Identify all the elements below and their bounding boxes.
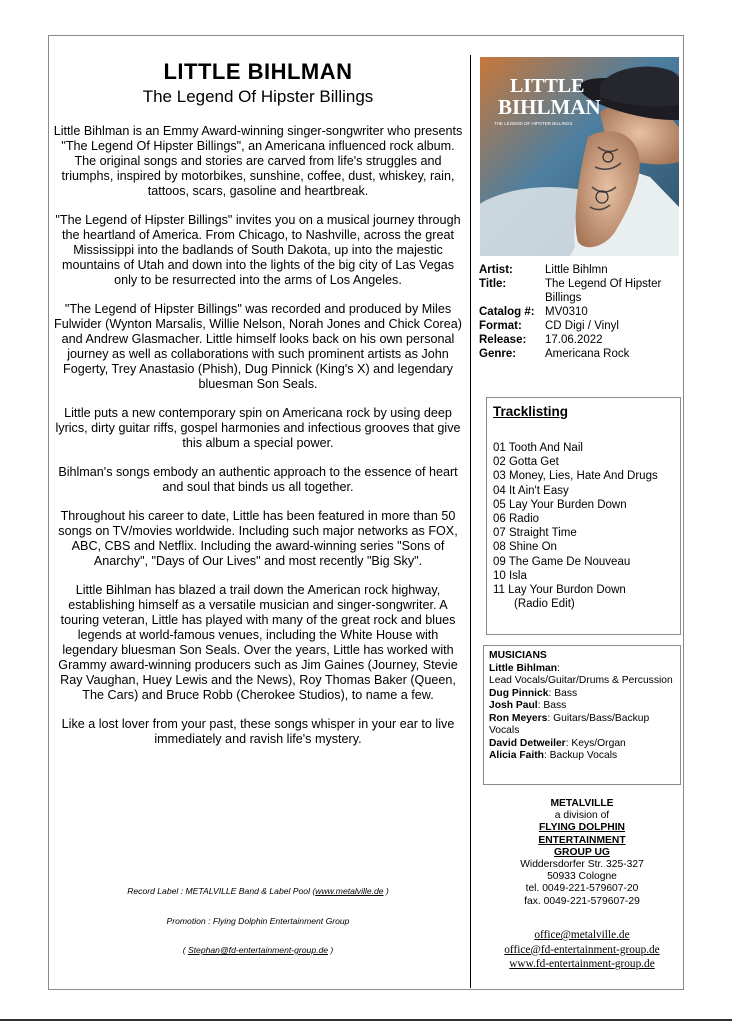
cover-text-line1: LITTLE xyxy=(510,75,585,97)
bio-paragraph: Little puts a new contemporary spin on Americana rock by using deep lyrics, dirty guitar riffs, gospel harmonies and infectious grooves that give this album a special power. xyxy=(55,406,461,450)
tracklisting-box xyxy=(486,397,681,635)
bio-paragraph: Little Bihlman has blazed a trail down the American rock highway, establishing himself as a versatile musician and singer-songwriter. A touring veteran, Little has played with many of the great rock and blues legends at world-famous venues, including the White House with legendary bluesman Son Seals. Over the years, Little has worked with Grammy award-winning producers such as Jim Gaines (Journey, Stevie Ray Vaughan, Huey Lewis and the News), Roy Thomas Baker (Queen, The Cars) and Bruce Robb (Cherokee Studios), to name a few. xyxy=(58,583,458,702)
label-address xyxy=(482,798,682,908)
company-name-line: GROUP UG xyxy=(554,846,610,858)
contact-links xyxy=(482,928,682,972)
musician-role: : Bass xyxy=(537,700,567,711)
bio-paragraph: Little Bihlman is an Emmy Award-winning singer-songwriter who presents "The Legend Of Hipster Billings", an Americana influenced rock album. The original songs and stories are carved from life's struggles and triumphs, inspired by motorbikes, sunshine, coffee, dust, whiskey, rain, tattoos, scars, gasoline and heartbreak. xyxy=(53,124,463,198)
album-title: The Legend Of Hipster Billings xyxy=(142,87,374,106)
address-city: 50933 Cologne xyxy=(547,871,617,883)
bio-paragraph: Like a lost lover from your past, these songs whisper in your ear to live immediately and ravish life's mystery. xyxy=(61,717,455,746)
meta-title-value: The Legend Of Hipster Billings xyxy=(545,278,662,304)
meta-title-row xyxy=(479,277,684,305)
label-name: METALVILLE xyxy=(550,798,614,809)
track-item: 08 Shine On xyxy=(493,541,557,554)
track-item: 04 It Ain't Easy xyxy=(493,484,569,497)
meta-release-value: 17.06.2022 xyxy=(545,334,603,346)
release-metadata xyxy=(479,263,684,361)
musician-entry: Little Bihlman: xyxy=(489,662,560,674)
track-item: 09 The Game De Nouveau xyxy=(493,555,631,568)
musician-name: Dug Pinnick xyxy=(489,687,549,699)
metalville-link[interactable]: www.metalville.de xyxy=(315,886,384,896)
musician-name: Alicia Faith xyxy=(489,750,544,761)
musician-entry xyxy=(489,700,680,713)
website-link[interactable]: www.fd-entertainment-group.de xyxy=(509,958,655,970)
company-name-line: FLYING DOLPHIN xyxy=(538,822,625,834)
album-cover-art xyxy=(480,57,679,256)
musician-name: Josh Paul xyxy=(489,700,538,711)
fax-number: fax. 0049-221-579607-29 xyxy=(524,895,640,907)
musician-entry xyxy=(489,750,680,763)
meta-format-value: CD Digi / Vinyl xyxy=(545,320,619,332)
phone-number: tel. 0049-221-579607-20 xyxy=(525,883,639,895)
meta-genre-row xyxy=(479,347,684,361)
track-item: 10 Isla xyxy=(493,569,527,582)
record-label-credit xyxy=(52,886,464,897)
press-text-column xyxy=(52,58,464,955)
email-link-fd[interactable]: office@fd-entertainment-group.de xyxy=(504,943,660,956)
musician-entry xyxy=(489,688,680,701)
track-list xyxy=(493,441,680,611)
company-name-line: ENTERTAINMENT xyxy=(538,834,626,846)
meta-catalog-value: MV0310 xyxy=(545,306,588,318)
record-label-text: Record Label : METALVILLE Band & Label Pool ( xyxy=(127,886,316,896)
meta-genre-value: Americana Rock xyxy=(545,348,630,360)
artist-title: LITTLE BIHLMAN xyxy=(163,59,353,84)
record-label-suffix: ) xyxy=(383,886,389,896)
track-item: 06 Radio xyxy=(493,513,540,526)
email-suffix: ) xyxy=(328,945,334,955)
album-cover-image xyxy=(480,57,679,256)
meta-catalog-row xyxy=(479,305,684,319)
track-item: 07 Straight Time xyxy=(493,527,577,540)
cover-text-line2: BIHLMAN xyxy=(498,95,601,119)
address-street: Widdersdorfer Str. 325-327 xyxy=(520,859,644,871)
meta-artist-row xyxy=(479,263,684,277)
email-prefix: ( xyxy=(182,945,188,955)
musician-role: : Bass xyxy=(548,687,578,699)
bio-paragraph: "The Legend of Hipster Billings" invites you on a musical journey through the heartland of America. From Chicago, to Nashville, across the great Mississippi into the badlands of South Dakota, up into the majestic mountains of Utah and down into the lights of the big city of Las Vegas only to be resurrected into the arms of Los Angeles. xyxy=(55,213,461,287)
track-item: 02 Gotta Get xyxy=(493,456,559,469)
email-link-metalville[interactable]: office@metalville.de xyxy=(534,929,630,941)
meta-format-row xyxy=(479,319,684,333)
track-item: 05 Lay Your Burden Down xyxy=(493,498,627,511)
track-item: 03 Money, Lies, Hate And Drugs xyxy=(493,470,658,483)
promotion-email-credit xyxy=(52,945,464,956)
meta-label: Release: xyxy=(479,334,527,346)
label-division: a division of xyxy=(554,810,610,822)
cover-text-line3: THE LEGEND OF HIPSTER BILLINGS xyxy=(494,121,573,126)
musicians-box xyxy=(483,645,681,785)
musician-entry xyxy=(489,713,680,738)
track-item: 01 Tooth And Nail xyxy=(493,442,583,454)
musician-role: : Keys/Organ xyxy=(565,737,626,749)
track-item-suffix: (Radio Edit) xyxy=(514,598,575,611)
musician-name: Ron Meyers xyxy=(489,712,548,724)
column-divider xyxy=(470,55,471,988)
bottom-rule xyxy=(0,1019,732,1021)
musician-name: David Detweiler xyxy=(489,737,566,749)
meta-label: Catalog #: xyxy=(479,306,535,318)
tracklisting-heading: Tracklisting xyxy=(493,404,569,419)
meta-label: Genre: xyxy=(479,348,517,360)
meta-label: Artist: xyxy=(479,264,513,276)
bio-paragraph: Bihlman's songs embody an authentic approach to the essence of heart and soul that binds us all together. xyxy=(58,465,458,494)
meta-artist-value: Little Bihlmn xyxy=(545,264,608,276)
bio-paragraph: Throughout his career to date, Little has been featured in more than 50 songs on TV/movies worldwide. Including such major networks as FOX, ABC, CBS and Netflix. Including the award-winning series "Sons of Anarchy", "Days of Our Lives" and most recently "Big Sky". xyxy=(58,509,458,568)
musician-role: Lead Vocals/Guitar/Drums & Percussion xyxy=(489,675,673,686)
meta-label: Title: xyxy=(479,278,507,290)
musicians-heading: MUSICIANS xyxy=(489,650,547,661)
promotion-credit: Promotion : Flying Dolphin Entertainment Group xyxy=(166,916,350,926)
musician-entry xyxy=(489,738,680,751)
promotion-email-link[interactable]: Stephan@fd-entertainment-group.de xyxy=(187,945,329,955)
meta-release-row xyxy=(479,333,684,347)
meta-label: Format: xyxy=(479,320,522,332)
musician-role: : Backup Vocals xyxy=(543,750,618,761)
bio-paragraph: "The Legend of Hipster Billings" was recorded and produced by Miles Fulwider (Wynton Marsalis, Willie Nelson, Norah Jones and Chick Corea) and Andrew Glasmacher. Little himself looks back on his own personal journey as well as collaborations with such prominent artists as John Fogerty, Trey Anastasio (Phish), Dug Pinnick (King's X) and legendary bluesman Son Seals. xyxy=(54,302,462,391)
track-item: 11 Lay Your Burdon Down xyxy=(493,584,626,597)
musician-role: : Guitars/Bass/Backup Vocals xyxy=(489,712,650,736)
musician-name: Little Bihlman xyxy=(489,662,558,674)
